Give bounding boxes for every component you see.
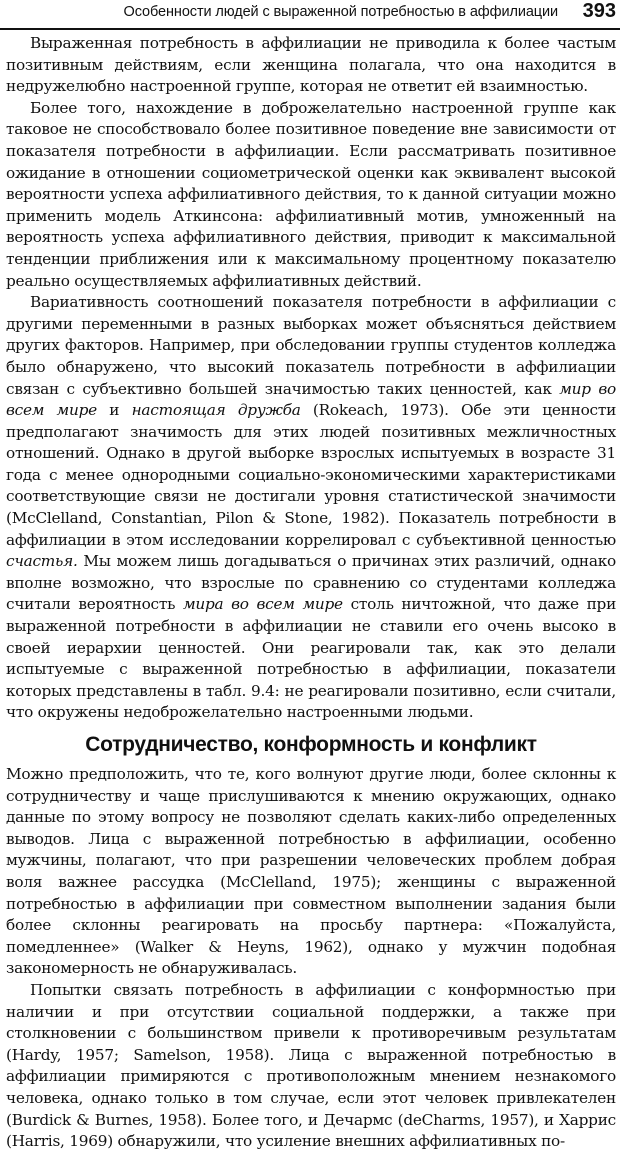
- paragraph-1: Выраженная потребность в аффилиации не приводила к более частым позитивным действиям, если женщина полагала, что она находится в недружелюбно настроенной группе, которая не ответит ей взаимностью.: [6, 34, 616, 96]
- paragraph-3-text-b: и: [96, 401, 132, 420]
- paragraph-3-text-c: (Rokeach, 1973). Обе эти ценности предполагают значимость для этих людей позитивных межличностных отношений. Однако в другой выборке взрослых испытуемых в возрасте 31 года с менее однородными социально-экономическими характеристиками соответствующие связи не достигали уровня статистической значимости (McClelland, Constantian, Pilon & Stone, 1982). Показатель потребности в аффилиации в этом исследовании коррелировал с субъективной ценностью: [6, 401, 617, 549]
- page-number: 393: [582, 0, 616, 22]
- paragraph-3-italic-4: мира во всем мире: [182, 595, 343, 614]
- section-heading: Сотрудничество, конформность и конфликт: [85, 733, 537, 756]
- paragraph-3-text-d: Мы можем лишь догадываться о причинах этих различий, однако вполне возможно, что взрослые по сравнению со студентами колледжа считали вероятность: [6, 552, 616, 614]
- paragraph-4: Можно предположить, что те, кого волнуют другие люди, более склонны к сотрудничеству и чаще прислушиваются к мнению окружающих, однако данные по этому вопросу не позволяют сделать каких-либо определенных выводов. Лица с выраженной потребностью в аффилиации, особенно мужчины, полагают, что при разрешении человеческих проблем добрая воля важнее рассудка (McClelland, 1975); женщины с выраженной потребностью в аффилиации при совместном выполнении задания были более склонны реагировать на просьбу партнера: «Пожалуйста, помедленнее» (Walker & Heyns, 1962), однако у мужчин подобная закономерность не обнаруживалась.: [6, 765, 616, 978]
- paragraph-5: Попытки связать потребность в аффилиации с конформностью при наличии и при отсутствии социальной поддержки, а также при столкновении с большинством привели к противоречивым результатам (Hardy, 1957; Samelson, 1958). Лица с выраженной потребностью в аффилиации примиряются с противоположным мнением незнакомого человека, однако только в том случае, если этот человек привлекателен (Burdick & Burnes, 1958). Более того, и Дечармс (deCharms, 1957), и Харрис (Harris, 1969) обнаружили, что усиление внешних аффилиативных по-: [6, 980, 616, 1151]
- paragraph-3: [6, 292, 616, 724]
- paragraph-3-text-e: столь ничтожной, что даже при выраженной потребности в аффилиации не ставили его очень высоко в своей иерархии ценностей. Они реагировали так, как это делали испытуемые с выраженной потребностью в аффилиации, показатели которых представлены в табл. 9.4: не реагировали позитивно, если считали, что окружены недоброжелательно настроенными людьми.: [6, 595, 617, 722]
- paragraph-3-italic-1: мир во всем мире: [6, 379, 616, 420]
- paragraph-3-text-a: Вариативность соотношений показателя потребности в аффилиации с другими переменными в разных выборках может объясняться действием других факторов. Например, при обследовании группы студентов колледжа было обнаружено, что высокий показатель потребности в аффилиации связан с субъективно большей значимостью таких ценностей, как: [6, 293, 616, 398]
- page-header: [0, 0, 620, 30]
- page-body: [6, 33, 616, 1153]
- running-title: Особенности людей с выраженной потребностью в аффилиации: [123, 4, 558, 20]
- paragraph-3-italic-2: настоящая дружба: [131, 401, 301, 420]
- paragraph-3-italic-3: счастья.: [6, 552, 78, 571]
- paragraph-2: Более того, нахождение в доброжелательно настроенной группе как таковое не способствовало более позитивное поведение вне зависимости от показателя потребности в аффилиации. Если рассматривать позитивное ожидание в отношении социометрической оценки как эквивалент высокой вероятности успеха аффилиативного действия, то к данной ситуации можно применить модель Аткинсона: аффилиативный мотив, умноженный на вероятность успеха аффилиативного действия, приводит к максимальной тенденции приближения или к максимальному процентному показателю реально осуществляемых аффилиативных действий.: [6, 98, 616, 290]
